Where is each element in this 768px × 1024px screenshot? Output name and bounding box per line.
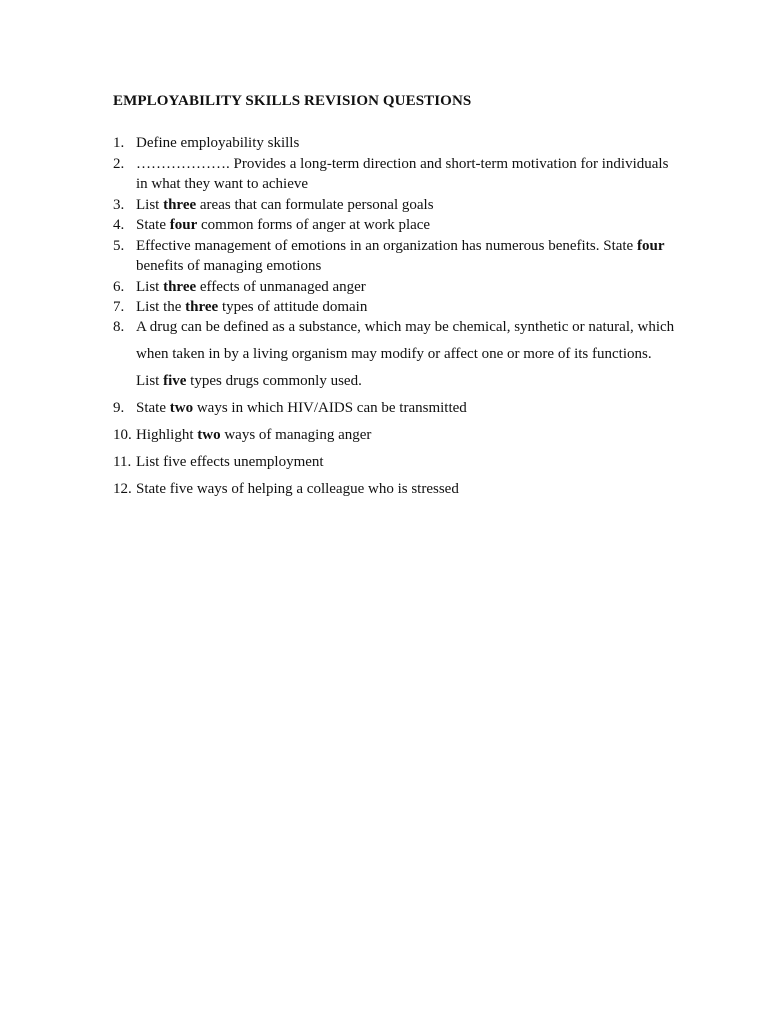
text-run: ways of managing anger [220, 426, 372, 443]
question-item [113, 422, 678, 449]
text-run: List the [136, 299, 186, 315]
emphasis-word: two [197, 426, 221, 443]
text-run: ………………. Provides a long-term direction and short-term motivation for individuals in what they want to achieve [136, 155, 669, 192]
text-run: types drugs commonly used. [186, 372, 362, 389]
question-text [136, 215, 678, 236]
question-number: 6. [113, 278, 125, 295]
text-run: State five ways of helping a colleague who is stressed [136, 480, 459, 497]
question-item [113, 314, 678, 395]
text-run: List five effects unemployment [136, 453, 324, 470]
question-number: 12. [113, 480, 132, 497]
emphasis-word: three [163, 196, 197, 213]
question-text [136, 395, 678, 422]
document-title: EMPLOYABILITY SKILLS REVISION QUESTIONS [113, 93, 472, 109]
question-item [113, 395, 678, 422]
question-text [136, 476, 678, 503]
question-item [113, 277, 678, 298]
question-number: 8. [113, 318, 125, 335]
emphasis-word: four [636, 237, 665, 254]
text-run: Effective management of emotions in an organization has numerous benefits. State [136, 237, 637, 254]
text-run: ways in which HIV/AIDS can be transmitted [193, 399, 467, 416]
question-text [136, 154, 678, 195]
question-text [136, 236, 678, 277]
question-item [113, 215, 678, 236]
question-number: 3. [113, 196, 125, 213]
question-number: 5. [113, 237, 125, 254]
question-text [136, 195, 678, 216]
question-text [136, 277, 678, 298]
question-number: 10. [113, 426, 132, 443]
text-run: areas that can formulate personal goals [196, 196, 434, 213]
question-item [113, 195, 678, 216]
question-number: 2. [113, 155, 125, 172]
question-item [113, 449, 678, 476]
question-item [113, 133, 678, 154]
question-text [136, 314, 678, 395]
question-number: 4. [113, 217, 125, 233]
question-item [113, 236, 678, 277]
emphasis-word: five [163, 372, 187, 389]
question-item [113, 154, 678, 195]
text-run: List [136, 278, 164, 295]
emphasis-word: three [163, 278, 197, 295]
text-run: State [136, 399, 170, 416]
text-run: Highlight [136, 426, 198, 443]
question-item [113, 476, 678, 503]
question-text [136, 422, 678, 449]
question-number: 11. [113, 453, 132, 470]
text-run: List [136, 196, 164, 213]
text-run: benefits of managing emotions [136, 258, 322, 274]
question-text [136, 133, 678, 154]
question-number: 9. [113, 399, 125, 416]
emphasis-word: four [169, 217, 198, 233]
text-run: effects of unmanaged anger [196, 278, 366, 295]
text-run: State [136, 217, 170, 233]
text-run: A drug can be defined as a substance, which may be chemical, synthetic or natural, which when taken in by a living organism may modify or affect one or more of its functions. List [136, 318, 675, 389]
question-number: 7. [113, 299, 125, 315]
emphasis-word: three [185, 299, 219, 315]
text-run: common forms of anger at work place [197, 217, 431, 233]
text-run: types of attitude domain [218, 299, 368, 315]
question-number: 1. [113, 135, 125, 151]
text-run: Define employability skills [136, 135, 300, 151]
question-text [136, 449, 678, 476]
emphasis-word: two [169, 399, 194, 416]
